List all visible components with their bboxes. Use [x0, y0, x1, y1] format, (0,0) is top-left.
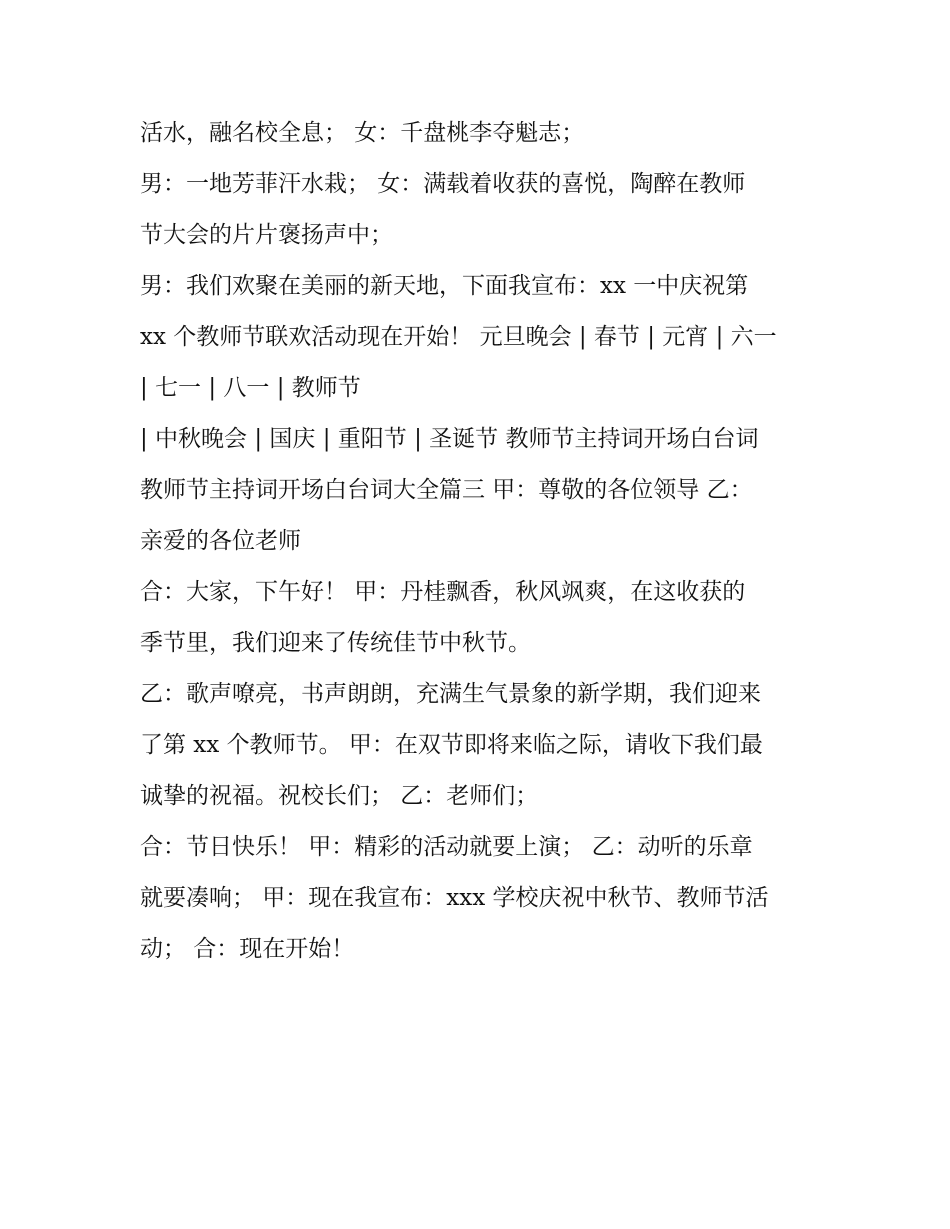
text-line: 乙：歌声嘹亮，书声朗朗，充满生气景象的新学期，我们迎来: [140, 681, 761, 707]
body-text: [140, 108, 820, 975]
text-line: 教师节主持词开场白台词大全篇三 甲：尊敬的各位领导 乙：: [140, 477, 753, 503]
text-line: xx 个教师节联欢活动现在开始！ 元旦晚会 | 春节 | 元宵 | 六一: [140, 324, 777, 350]
text-line: 活水，融名校全息； 女：千盘桃李夺魁志；: [140, 120, 585, 146]
text-line: | 中秋晚会 | 国庆 | 重阳节 | 圣诞节 教师节主持词开场白台词: [140, 426, 759, 452]
text-line: 就要凑响； 甲：现在我宣布：xxx 学校庆祝中秋节、教师节活: [140, 885, 769, 911]
text-line: 男：我们欢聚在美丽的新天地，下面我宣布：xx 一中庆祝第: [140, 273, 749, 299]
text-line: 亲爱的各位老师: [140, 528, 301, 554]
text-line: 季节里，我们迎来了传统佳节中秋节。: [140, 630, 531, 656]
text-line: 动； 合：现在开始！: [140, 936, 355, 962]
text-line: 合：节日快乐！ 甲：精彩的活动就要上演； 乙：动听的乐章: [140, 834, 753, 860]
text-line: 合：大家，下午好！ 甲：丹桂飘香，秋风飒爽，在这收获的: [140, 579, 746, 605]
text-line: 节大会的片片褒扬声中；: [140, 222, 393, 248]
text-line: 了第 xx 个教师节。 甲：在双节即将来临之际，请收下我们最: [140, 732, 763, 758]
text-line: 男：一地芳菲汗水栽； 女：满载着收获的喜悦，陶醉在教师: [140, 171, 746, 197]
text-line: | 七一 | 八一 | 教师节: [140, 375, 361, 401]
text-line: 诚挚的祝福。祝校长们； 乙：老师们；: [140, 783, 539, 809]
